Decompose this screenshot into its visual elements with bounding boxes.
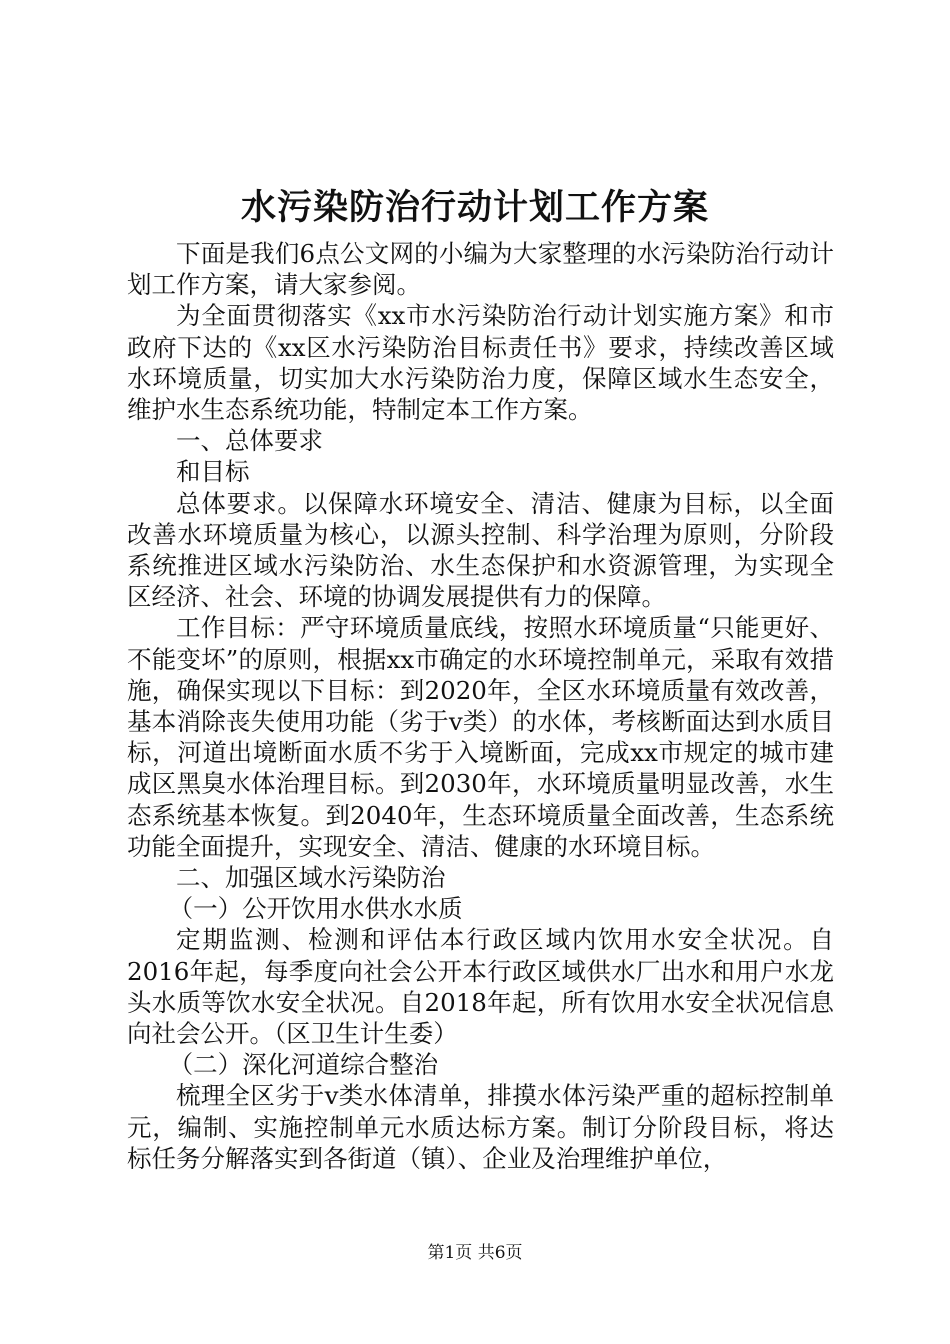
intro-paragraph: 下面是我们6点公文网的小编为大家整理的水污染防治行动计划工作方案，请大家参阅。 (127, 239, 834, 300)
subsection-heading-2: （二）深化河道综合整治 (168, 1050, 439, 1080)
document-title: 水污染防治行动计划工作方案 (240, 187, 709, 228)
section-heading-1-continued: 和目标 (176, 457, 250, 487)
purpose-paragraph: 为全面贯彻落实《xx市水污染防治行动计划实施方案》和市政府下达的《xx区水污染防治目标责任书》要求，持续改善区域水环境质量，切实加大水污染防治力度，保障区域水生态安全，维护水生态系统功能，特制定本工作方案。 (127, 301, 834, 425)
page-footer: 第1页 共6页 (427, 1243, 523, 1263)
document-body (127, 238, 834, 1174)
work-goals-paragraph: 工作目标：严守环境质量底线，按照水环境质量“只能更好、不能变坏”的原则，根据xx市确定的水环境控制单元，采取有效措施，确保实现以下目标：到2020年，全区水环境质量有效改善，基本消除丧失使用功能（劣于v类）的水体，考核断面达到水质目标，河道出境断面水质不劣于入境断面，完成xx市规定的城市建成区黑臭水体治理目标。到2030年，水环境质量明显改善，水生态系统基本恢复。到2040年，生态环境质量全面改善，生态系统功能全面提升，实现安全、清洁、健康的水环境目标。 (127, 613, 834, 861)
subsection-heading-1: （一）公开饮用水供水水质 (168, 894, 463, 924)
section-heading-1: 一、总体要求 (176, 426, 323, 456)
section-heading-2: 二、加强区域水污染防治 (176, 863, 446, 893)
drinking-water-paragraph: 定期监测、检测和评估本行政区域内饮用水安全状况。自2016年起，每季度向社会公开本行政区域供水厂出水和用户水龙头水质等饮水安全状况。自2018年起，所有饮用水安全状况信息向社会公开。（区卫生计生委） (127, 925, 834, 1049)
general-requirements-paragraph: 总体要求。以保障水环境安全、清洁、健康为目标，以全面改善水环境质量为核心，以源头控制、科学治理为原则，分阶段系统推进区域水污染防治、水生态保护和水资源管理，为实现全区经济、社会、环境的协调发展提供有力的保障。 (127, 488, 834, 612)
river-management-paragraph: 梳理全区劣于v类水体清单，排摸水体污染严重的超标控制单元，编制、实施控制单元水质达标方案。制订分阶段目标，将达标任务分解落实到各街道（镇）、企业及治理维护单位， (127, 1081, 834, 1173)
